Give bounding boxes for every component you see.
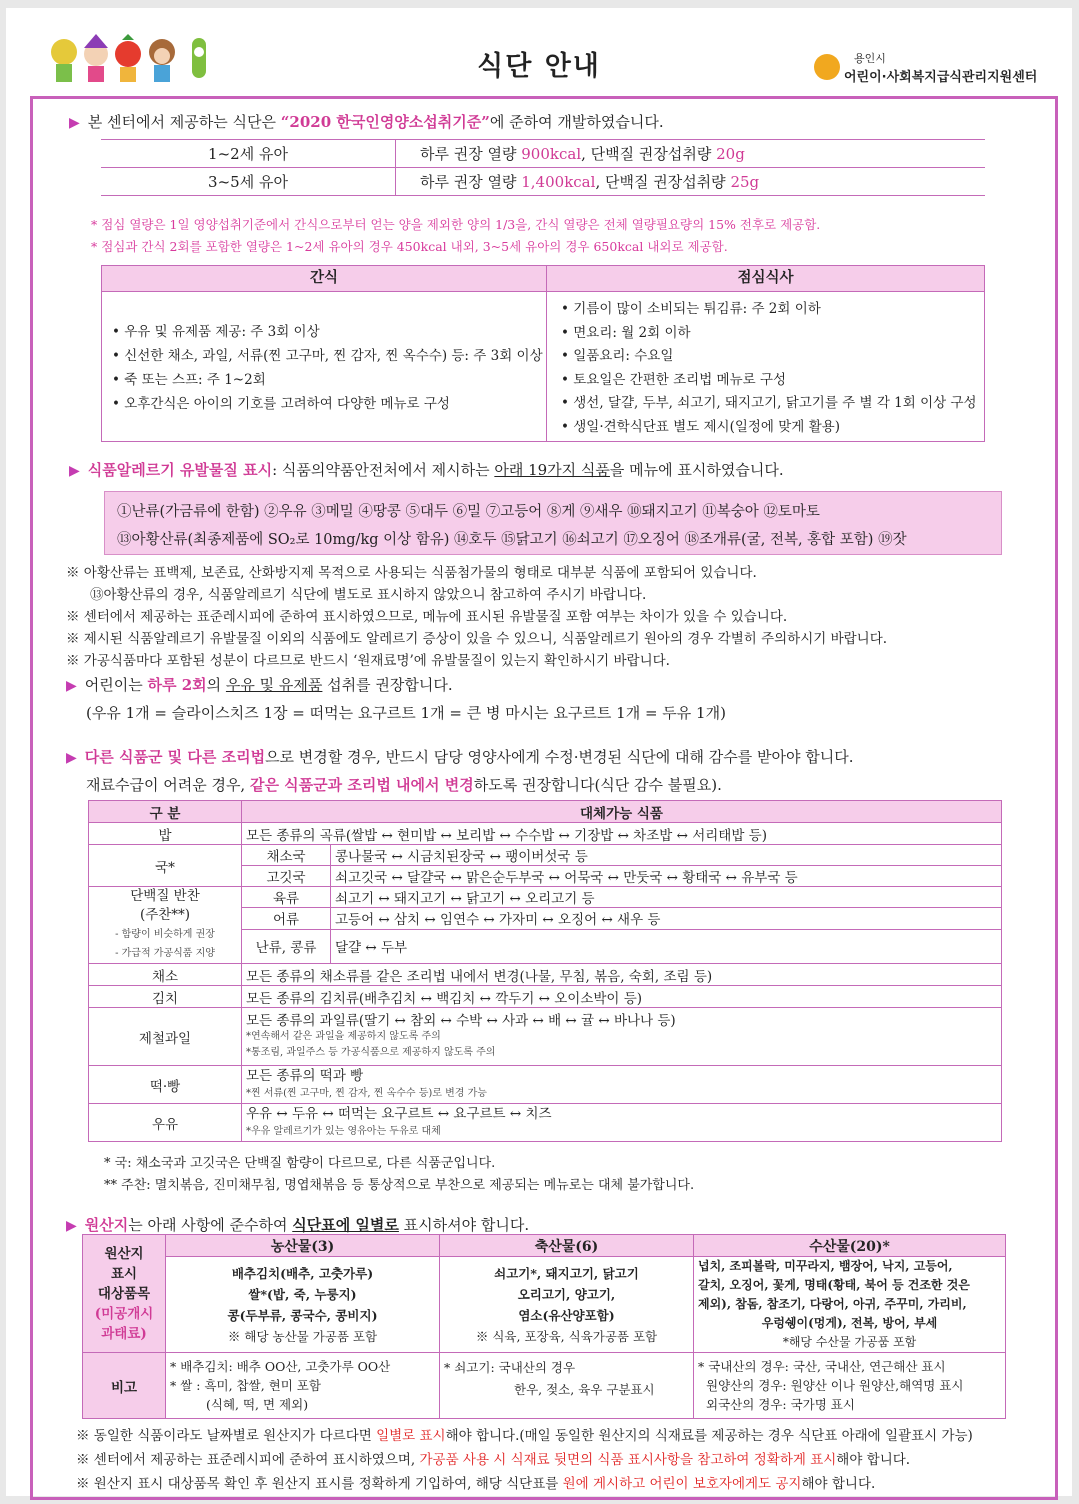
substitution-rule-2: 재료수급이 어려운 경우, 같은 식품군과 조리법 내에서 변경하도록 권장합니다(식단 감수 불필요). [86,776,722,794]
triangle-bullet-icon: ▶ [66,1218,77,1234]
table-row: 밥 모든 종류의 곡류(쌀밥 ↔ 현미밥 ↔ 보리밥 ↔ 수수밥 ↔ 기장밥 ↔ 차조밥 ↔ 서리태밥 등) [89,823,1002,845]
table-row: 떡·빵 모든 종류의 떡과 빵 *찐 서류(찐 고구마, 찐 감자, 찐 옥수수 등)로 변경 가능 [89,1066,1002,1104]
substitution-rule: ▶ 다른 식품군 및 다른 조리법으로 변경할 경우, 반드시 담당 영양사에게 수정·변경된 식단에 대해 감수를 받아야 합니다. [66,748,854,766]
center-logo [814,50,1064,90]
table-row: 배추김치(배추, 고춧가루) 쌀*(밥, 죽, 누룽지) 콩(두부류, 콩국수, 콩비지) ※ 해당 농산물 가공품 포함 쇠고기*, 돼지고기, 닭고기 오리고기, 양고기, 염소(유산양포함) ※ 식육, 포장육, 식육가공품 포함 넙치, 조피볼락, 미꾸라지, 뱀장어, 낙지, 고등어, 갈치, 오징어, 꽃게, 명태(황태, 북어 등 건조한 것은 제외), 참돔, 참조기, 다랑어, 아귀, 주꾸미, 가리비, 우렁쉥이(멍게), 전복, 방어, 부세 *해당 수산물 가공품 포함 [83,1257,1006,1353]
allergy-note: ※ 가공식품마다 포함된 성분이 다르므로 반드시 ‘원재료명’에 유발물질이 있는지 확인하시기 바랍니다. [66,653,670,669]
allergen-line-1: ①난류(가금류에 한함) ②우유 ③메밀 ④땅콩 ⑤대두 ⑥밀 ⑦고등어 ⑧게 ⑨새우 ⑩돼지고기 ⑪복숭아 ⑫토마토 [117,504,820,520]
substitution-table [88,800,1002,1142]
milk-equivalents: (우유 1개 = 슬라이스치즈 1장 = 떠먹는 요구르트 1개 = 큰 병 마시는 요구르트 1개 = 두유 1개) [86,704,726,722]
triangle-bullet-icon: ▶ [69,115,80,131]
table-row: 구 분 대체가능 식품 [89,801,1002,823]
triangle-bullet-icon: ▶ [66,678,77,694]
logo-city: 용인시 [854,52,886,65]
allergen-list-box [104,491,1002,555]
table-row: 난류, 콩류 달걀 ↔ 두부 [89,929,1002,963]
origin-intro: ▶ 원산지는 아래 사항에 준수하여 식단표에 일별로 표시하셔야 합니다. [66,1216,530,1234]
table-row: 어류 고등어 ↔ 삼치 ↔ 임연수 ↔ 가자미 ↔ 오징어 ↔ 새우 등 [89,908,1002,929]
table-row: 우유 우유 ↔ 두유 ↔ 떠먹는 요구르트 ↔ 요구르트 ↔ 치즈 *우유 알레르기가 있는 영유아는 두유로 대체 [89,1104,1002,1142]
triangle-bullet-icon: ▶ [66,750,77,766]
table-row: 제철과일 모든 종류의 과일류(딸기 ↔ 참외 ↔ 수박 ↔ 사과 ↔ 배 ↔ 귤 ↔ 바나나 등) *연속해서 같은 과일을 제공하지 않도록 주의 *통조림, 과일주스 등 가공식품으로 제공하지 않도록 주의 [89,1008,1002,1066]
allergy-intro: ▶ 식품알레르기 유발물질 표시: 식품의약품안전처에서 제시하는 아래 19가지 식품을 메뉴에 표시하였습니다. [69,461,784,479]
table-row: 3~5세 유아 하루 권장 열량 1,400kcal, 단백질 권장섭취량 25g [101,168,985,196]
footnote: ** 주찬: 멸치볶음, 진미채무침, 명엽채볶음 등 통상적으로 부찬으로 제공되는 메뉴로는 대체 불가합니다. [104,1178,695,1193]
kcal-note-2: * 점심과 간식 2회를 포함한 열량은 1~2세 유아의 경우 450kcal 내외, 3~5세 유아의 경우 650kcal 내외로 제공함. [91,239,728,254]
table-row: 김치 모든 종류의 김치류(배추김치 ↔ 백김치 ↔ 깍두기 ↔ 오이소박이 등) [89,986,1002,1008]
logo-org: 어린이·사회복지급식관리지원센터 [844,70,1038,85]
page-title: 식단 안내 [477,51,601,82]
logo-smile-icon [814,54,840,80]
kcal-note-1: * 점심 열량은 1일 영양섭취기준에서 간식으로부터 얻는 양을 제외한 양의 1/3을, 간식 열량은 전체 열량필요량의 15% 전후로 제공함. [91,217,821,232]
allergy-note: ⑬아황산류의 경우, 식품알레르기 식단에 별도로 표시하지 않았으니 참고하여 주시기 바랍니다. [90,587,647,603]
header [6,8,1072,92]
intro-line: ▶ 본 센터에서 제공하는 식단은 “2020 한국인영양소섭취기준”에 준하여 개발하였습니다. [69,113,664,131]
document-page [6,8,1072,1496]
table-row: • 우유 및 유제품 제공: 주 3회 이상 • 신선한 채소, 과일, 서류(찐 고구마, 찐 감자, 찐 옥수수) 등: 주 3회 이상 • 죽 또는 스프: 주 1~2회 • 오후간식은 아이의 기호를 고려하여 다양한 메뉴로 구성 • 기름이 많이 소비되는 튀김류: 주 2회 이하 • 면요리: 월 2회 이하 • 일품요리: 수요일 • 토요일은 간편한 조리법 메뉴로 구성 • 생선, 달걀, 두부, 쇠고기, 돼지고기, 닭고기를 주 별 각 1회 이상 구성 • 생일·견학식단표 별도 제시(일정에 맞게 활용) [102,292,985,442]
table-row: 고깃국 쇠고깃국 ↔ 달걀국 ↔ 맑은순두부국 ↔ 어묵국 ↔ 만둣국 ↔ 황태국 ↔ 유부국 등 [89,866,1002,887]
footnote: * 국: 채소국과 고깃국은 단백질 함량이 다르므로, 다른 식품군입니다. [104,1156,496,1171]
table-row: 단백질 반찬 (주찬**) - 함량이 비슷하게 권장 - 가급적 가공식품 지양 육류 쇠고기 ↔ 돼지고기 ↔ 닭고기 ↔ 오리고기 등 [89,887,1002,908]
meal-guideline-table [101,265,985,442]
milk-recommendation: ▶ 어린이는 하루 2회의 우유 및 유제품 섭취를 권장합니다. [66,676,453,694]
table-row: 채소 모든 종류의 채소류를 같은 조리법 내에서 변경(나물, 무침, 볶음, 숙회, 조림 등) [89,964,1002,986]
allergy-note: ※ 센터에서 제공하는 표준레시피에 준하여 표시하였으므로, 메뉴에 표시된 유발물질 포함 여부는 차이가 있을 수 있습니다. [66,609,788,625]
table-row: 비고 * 배추김치: 배추 OO산, 고춧가루 OO산 * 쌀 : 흑미, 찹쌀, 현미 포함 (식혜, 떡, 면 제외) * 쇠고기: 국내산의 경우 한우, 젖소, 육우 구분표시 * 국내산의 경우: 국산, 국내산, 연근해산 표시 원양산의 경우: 원양산 이나 원양산,해역명 표시 외국산의 경우: 국가명 표시 [83,1353,1006,1419]
table-row: 간식 점심식사 [102,266,985,292]
nutrition-standard-table [101,139,985,196]
allergen-line-2: ⑬아황산류(최종제품에 SO₂로 10mg/kg 이상 함유) ⑭호두 ⑮닭고기 ⑯쇠고기 ⑰오징어 ⑱조개류(굴, 전복, 홍합 포함) ⑲잣 [117,532,907,548]
final-note: ※ 동일한 식품이라도 날짜별로 원산지가 다르다면 일별로 표시해야 합니다.(매일 동일한 원산지의 식재료를 제공하는 경우 식단표 아래에 일괄표시 가능) [76,1428,973,1444]
final-note: ※ 센터에서 제공하는 표준레시피에 준하여 표시하였으며, 가공품 사용 시 식재료 뒷면의 식품 표시사항을 참고하여 정확하게 표시해야 합니다. [76,1452,911,1468]
allergy-note: ※ 제시된 식품알레르기 유발물질 이외의 식품에도 알레르기 증상이 있을 수 있으니, 식품알레르기 원아의 경우 각별히 주의하시기 바랍니다. [66,631,888,647]
allergy-note: ※ 아황산류는 표백제, 보존료, 산화방지제 목적으로 사용되는 식품첨가물의 형태로 대부분 식품에 포함되어 있습니다. [66,565,757,581]
final-note: ※ 원산지 표시 대상품목 확인 후 원산지 표시를 정확하게 기입하여, 해당 식단표를 원에 게시하고 어린이 보호자에게도 공지해야 합니다. [76,1476,876,1492]
triangle-bullet-icon: ▶ [69,463,80,479]
table-row: 원산지 표시 대상품목 (미공개시 과태료) 농산물(3) 축산물(6) 수산물(20)* [83,1235,1006,1257]
origin-table [82,1234,1006,1419]
table-row: 국* 채소국 콩나물국 ↔ 시금치된장국 ↔ 팽이버섯국 등 [89,845,1002,866]
table-row: 1~2세 유아 하루 권장 열량 900kcal, 단백질 권장섭취량 20g [101,140,985,168]
